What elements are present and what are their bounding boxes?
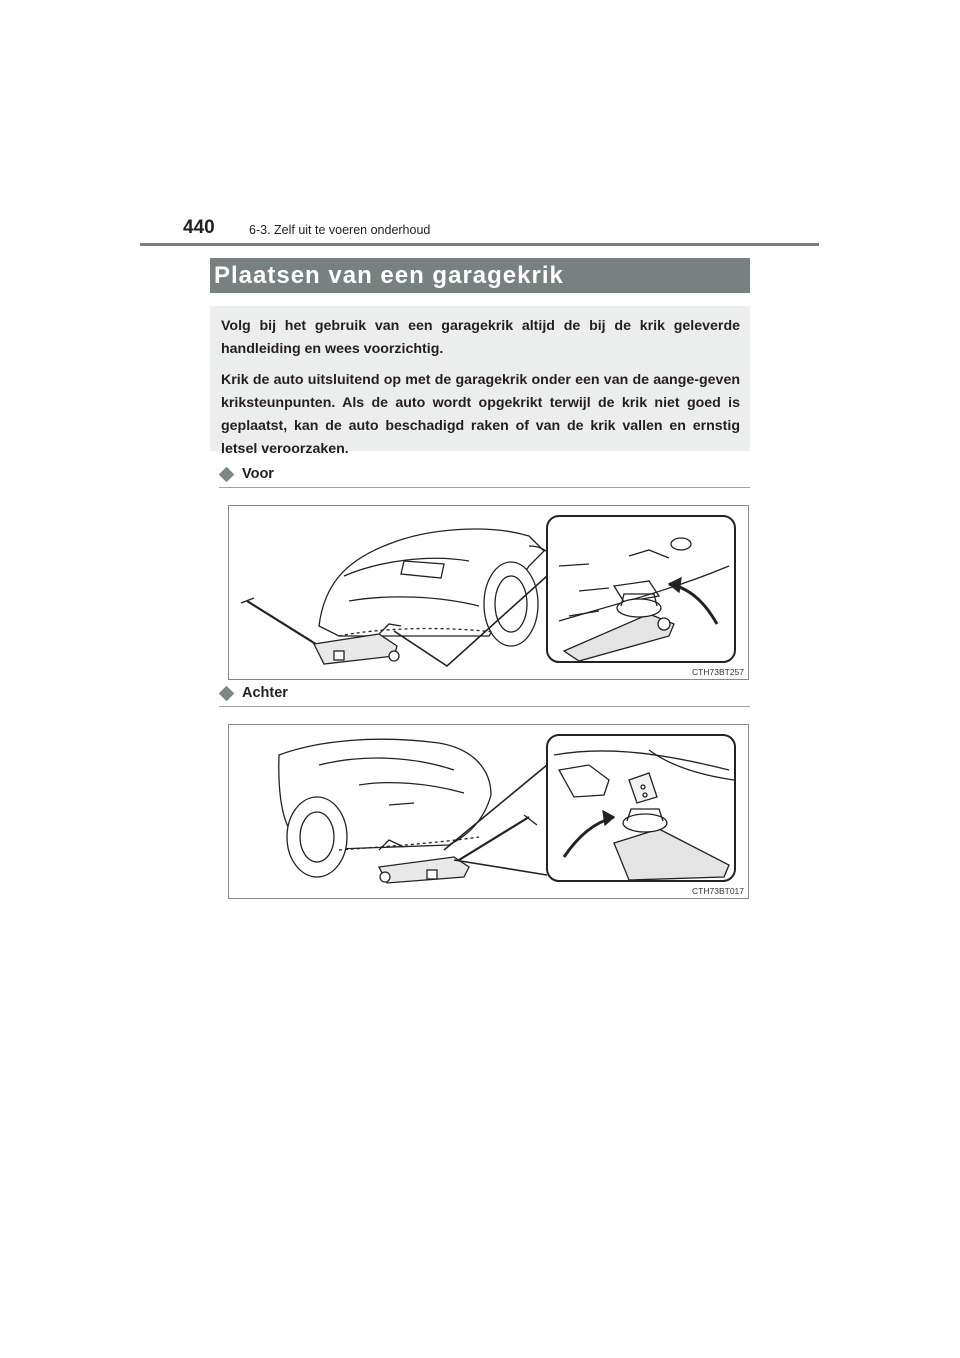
warning-paragraph-1: Volg bij het gebruik van een garagekrik altijd de bij de krik geleverde handleiding en wees voorzichtig. [221,318,740,357]
section-banner: Plaatsen van een garagekrik [210,258,750,293]
front-jack-illustration [229,506,748,679]
warning-box [210,306,750,457]
front-figure-code: CTH73BT257 [692,667,744,677]
diamond-bullet-icon [219,685,235,701]
page-number: 440 [183,217,215,238]
rear-jack-figure [228,724,749,899]
chapter-title: 6-3. Zelf uit te voeren onderhoud [249,223,431,237]
front-heading-rule [219,487,750,488]
front-jack-figure [228,505,749,680]
diamond-bullet-icon [219,466,235,482]
front-heading-label: Voor [242,466,274,482]
rear-jack-illustration [229,725,748,898]
warning-paragraph-2: Krik de auto uitsluitend op met de garagekrik onder een van de aange-geven kriksteunpunten. Als de auto wordt opgekrikt terwijl de krik niet goed is geplaatst, kan de auto beschadigd raken of van de krik vallen en ernstig letsel veroorzaken. [221,372,740,457]
header-rule [140,243,819,246]
rear-figure-code: CTH73BT017 [692,886,744,896]
front-heading [219,466,274,482]
rear-heading-label: Achter [242,685,288,701]
rear-heading-rule [219,706,750,707]
rear-heading [219,685,288,701]
